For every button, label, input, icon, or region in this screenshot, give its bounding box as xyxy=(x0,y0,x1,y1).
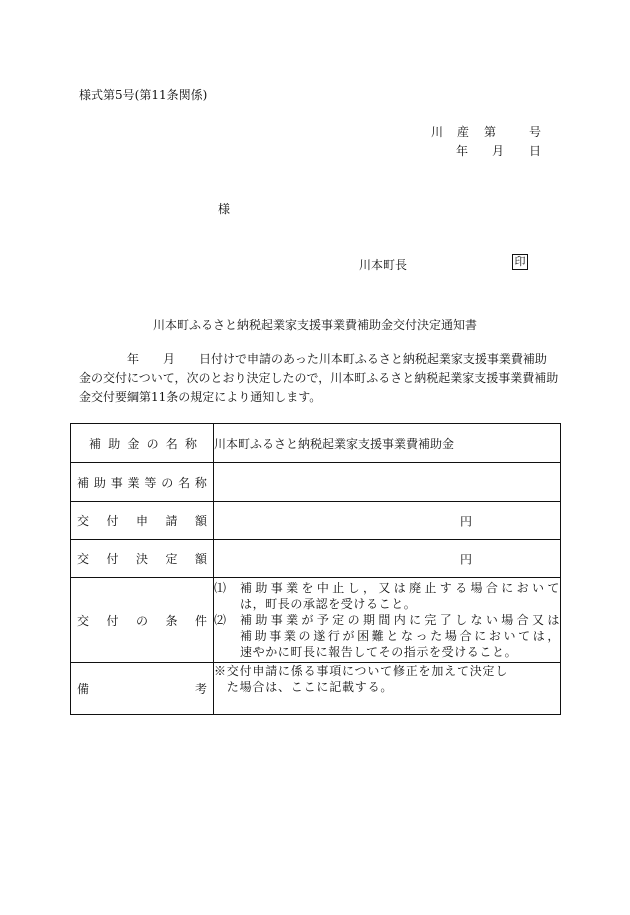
label-cell xyxy=(71,424,214,463)
doc-number-san: 産 xyxy=(457,125,470,139)
conditions-value xyxy=(214,578,561,663)
body-paragraph xyxy=(79,350,559,407)
applied-amount-value xyxy=(214,502,561,540)
label-cell xyxy=(71,502,214,540)
doc-number-kawa: 川 xyxy=(431,125,444,139)
row-label: 備 考 xyxy=(77,682,207,696)
seal-mark: 印 xyxy=(512,254,528,270)
condition-item-1-cont: は，町長の承認を受けること。 xyxy=(240,597,417,611)
decision-table xyxy=(70,423,561,715)
condition-item-2-cont: 補助事業の遂行が困難となった場合においては， xyxy=(240,629,560,643)
row-label: 補 助 金 の 名 称 xyxy=(89,436,197,451)
doc-number-dai: 第 xyxy=(484,125,497,139)
label-cell xyxy=(71,578,214,663)
date-month: 月 xyxy=(492,144,505,158)
condition-item-1: ⑴ 補助事業を中止し，又は廃止する場合において xyxy=(214,581,560,595)
table-row-decided-amount xyxy=(71,540,561,578)
table-row-project-name xyxy=(71,463,561,502)
body-line-3: 金交付要綱第11条の規定により通知します。 xyxy=(79,390,322,404)
project-name-value xyxy=(214,463,561,502)
sender-name: 川本町長 xyxy=(359,258,408,272)
body-line-1: 年 月 日付けで申請のあった川本町ふるさと納税起業家支援事業費補助 xyxy=(79,352,547,366)
date-day: 日 xyxy=(529,144,542,158)
condition-item-2: ⑵ 補助事業が予定の期間内に完了しない場合又は xyxy=(214,613,560,627)
subsidy-name-value: 川本町ふるさと納税起業家支援事業費補助金 xyxy=(214,424,561,463)
remarks-line-1: ※交付申請に係る事項について修正を加えて決定し xyxy=(214,664,509,678)
yen-unit: 円 xyxy=(459,552,472,566)
table-row-conditions xyxy=(71,578,561,663)
date-year: 年 xyxy=(456,144,469,158)
table-row-subsidy-name xyxy=(71,424,561,463)
row-label: 補 助 事 業 等 の 名 称 xyxy=(77,475,207,490)
addressee-suffix: 様 xyxy=(218,202,231,216)
label-cell xyxy=(71,463,214,502)
row-label: 交 付 の 条 件 xyxy=(77,613,207,628)
condition-item-2-cont2: 速やかに町長に報告してその指示を受けること。 xyxy=(240,645,518,659)
document-title: 川本町ふるさと納税起業家支援事業費補助金交付決定通知書 xyxy=(152,318,477,332)
table-row-applied-amount xyxy=(71,502,561,540)
yen-unit: 円 xyxy=(459,514,472,528)
remarks-line-2: た場合は、ここに記載する。 xyxy=(214,680,394,694)
label-cell xyxy=(71,663,214,715)
row-label: 交 付 決 定 額 xyxy=(77,552,207,566)
row-label: 交 付 申 請 額 xyxy=(77,514,207,528)
label-cell xyxy=(71,540,214,578)
body-line-2: 金の交付について，次のとおり決定したので，川本町ふるさと納税起業家支援事業費補助 xyxy=(79,371,559,385)
decided-amount-value xyxy=(214,540,561,578)
form-number-label: 様式第5号(第11条関係) xyxy=(79,88,208,102)
table-row-remarks xyxy=(71,663,561,715)
remarks-value xyxy=(214,663,561,715)
doc-number-go: 号 xyxy=(529,125,542,139)
